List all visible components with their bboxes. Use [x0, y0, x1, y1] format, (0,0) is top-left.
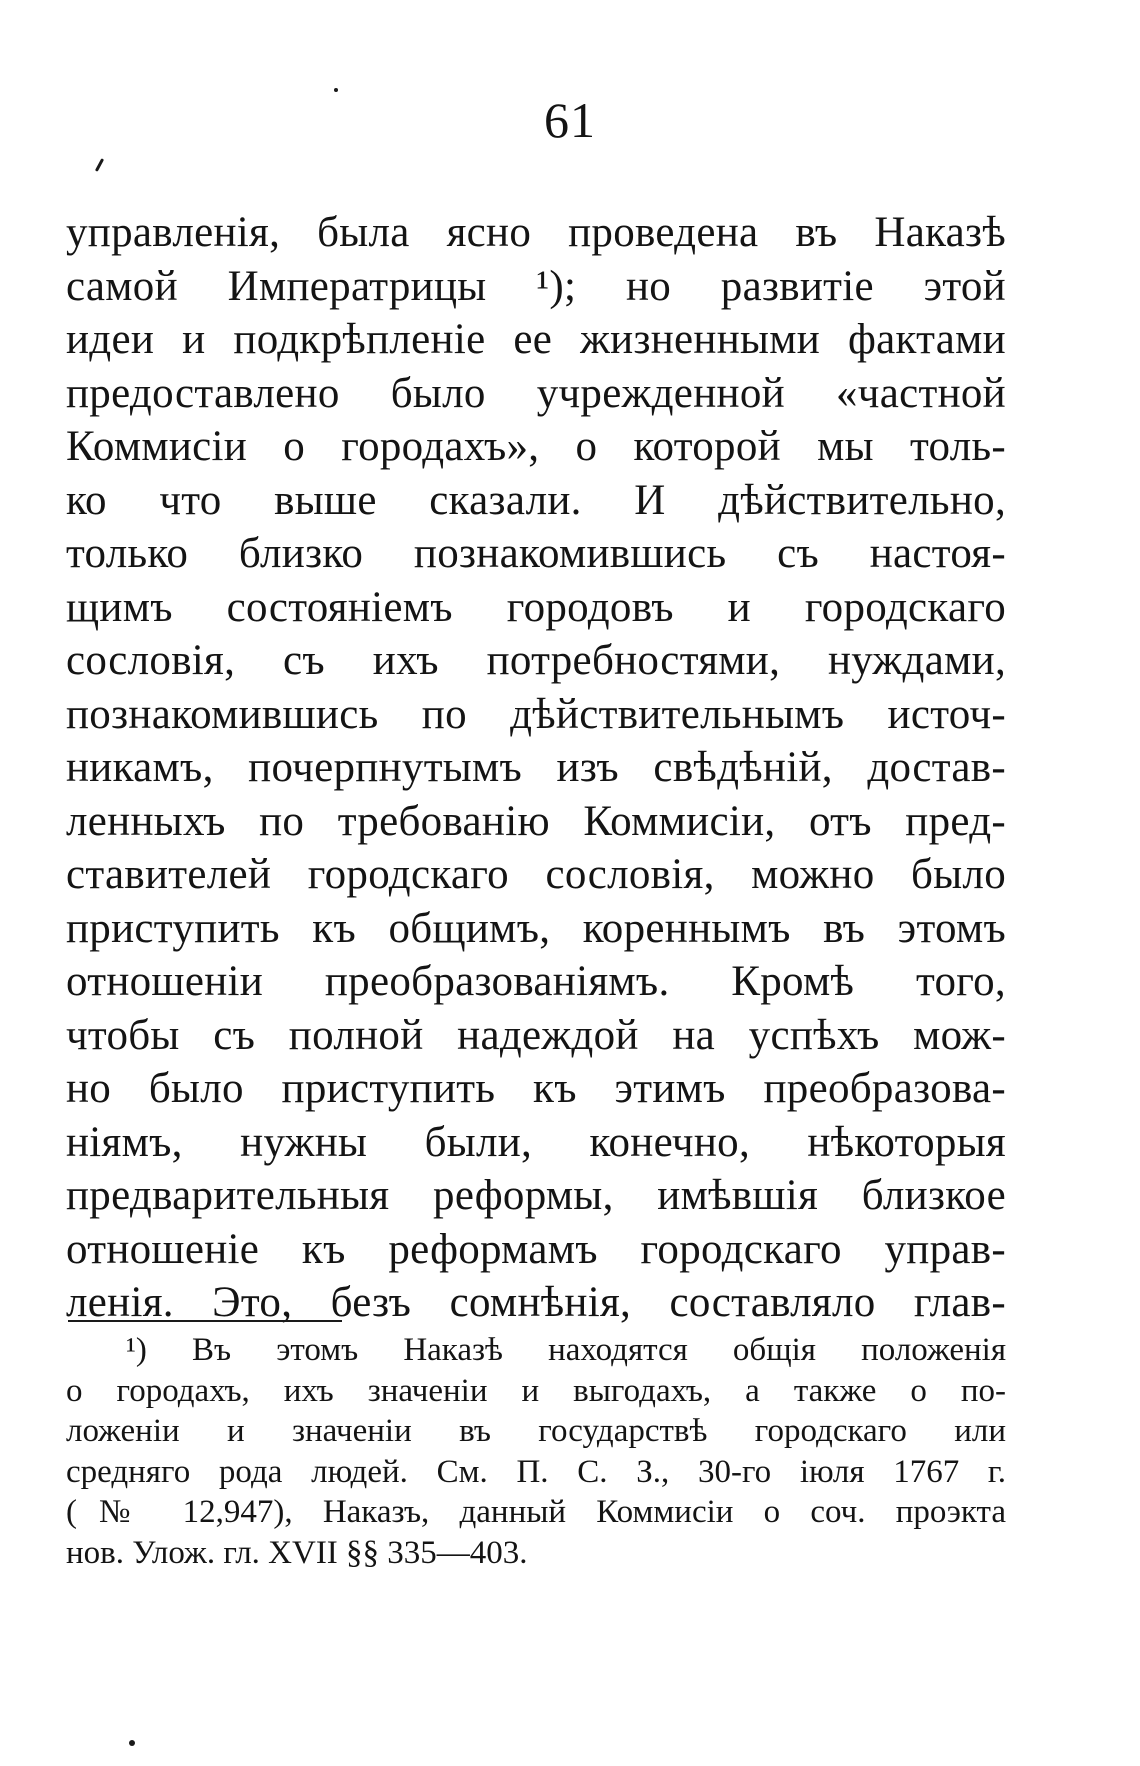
- footnote-line: (№ 12,947), Наказъ, данный Коммисіи о соч. проэкта: [66, 1494, 1006, 1530]
- text-line: познакомившись по дѣйствительнымъ источ-: [66, 690, 1006, 738]
- footnote-line: средняго рода людей. См. П. С. З., 30-го іюля 1767 г.: [66, 1453, 1006, 1490]
- text-line: самой Императрицы ¹); но развитіе этой: [66, 262, 1006, 310]
- text-line: предварительныя реформы, имѣвшія близкое: [66, 1172, 1006, 1219]
- print-mark: [95, 158, 104, 172]
- text-line: никамъ, почерпнутымъ изъ свѣдѣній, достав-: [66, 744, 1006, 791]
- text-line: приступить къ общимъ, кореннымъ въ этомъ: [66, 904, 1006, 952]
- text-line: Коммисіи о городахъ», о которой мы толь-: [66, 423, 1006, 470]
- text-line: ко что выше сказали. И дѣйствительно,: [66, 476, 1006, 524]
- text-line: отношеніе къ реформамъ городскаго управ-: [66, 1225, 1006, 1273]
- footnote-line: ¹) Въ этомъ Наказѣ находятся общія положенія: [126, 1332, 1006, 1368]
- text-line: идеи и подкрѣпленіе ее жизненными фактами: [66, 316, 1006, 363]
- text-line: ніямъ, нужны были, конечно, нѣкоторыя: [66, 1118, 1006, 1166]
- print-speck: [334, 88, 338, 92]
- page-number: 61: [544, 92, 596, 148]
- print-speck: [129, 1740, 135, 1746]
- text-line: только близко познакомившись съ настоя-: [66, 530, 1006, 577]
- footnote-line: нов. Улож. гл. XVII §§ 335—403.: [66, 1534, 528, 1571]
- text-line: ленныхъ по требованію Коммисіи, отъ пред-: [66, 797, 1006, 845]
- text-line: отношеніи преобразованіямъ. Кромѣ того,: [66, 958, 1006, 1005]
- text-line: ленія. Это, безъ сомнѣнія, составляло глав-: [66, 1279, 1006, 1326]
- text-line: предоставлено было учрежденной «частной: [66, 369, 1006, 417]
- text-line: щимъ состояніемъ городовъ и городскаго: [66, 583, 1006, 631]
- footnote-line: ложеніи и значеніи въ государствѣ городскаго или: [66, 1413, 1006, 1449]
- footnote-divider: [68, 1320, 342, 1322]
- main-text: [66, 206, 1006, 1330]
- footnote-line: о городахъ, ихъ значеніи и выгодахъ, а также о по-: [66, 1372, 1006, 1409]
- text-line: управленія, была ясно проведена въ Наказѣ: [66, 209, 1006, 256]
- text-line: чтобы съ полной надеждой на успѣхъ мож-: [66, 1011, 1006, 1059]
- text-line: ставителей городскаго сословія, можно было: [66, 851, 1006, 898]
- text-line: сословія, съ ихъ потребностями, нуждами,: [66, 637, 1006, 684]
- footnote: [66, 1330, 1006, 1573]
- text-line: но было приступить къ этимъ преобразова-: [66, 1065, 1006, 1112]
